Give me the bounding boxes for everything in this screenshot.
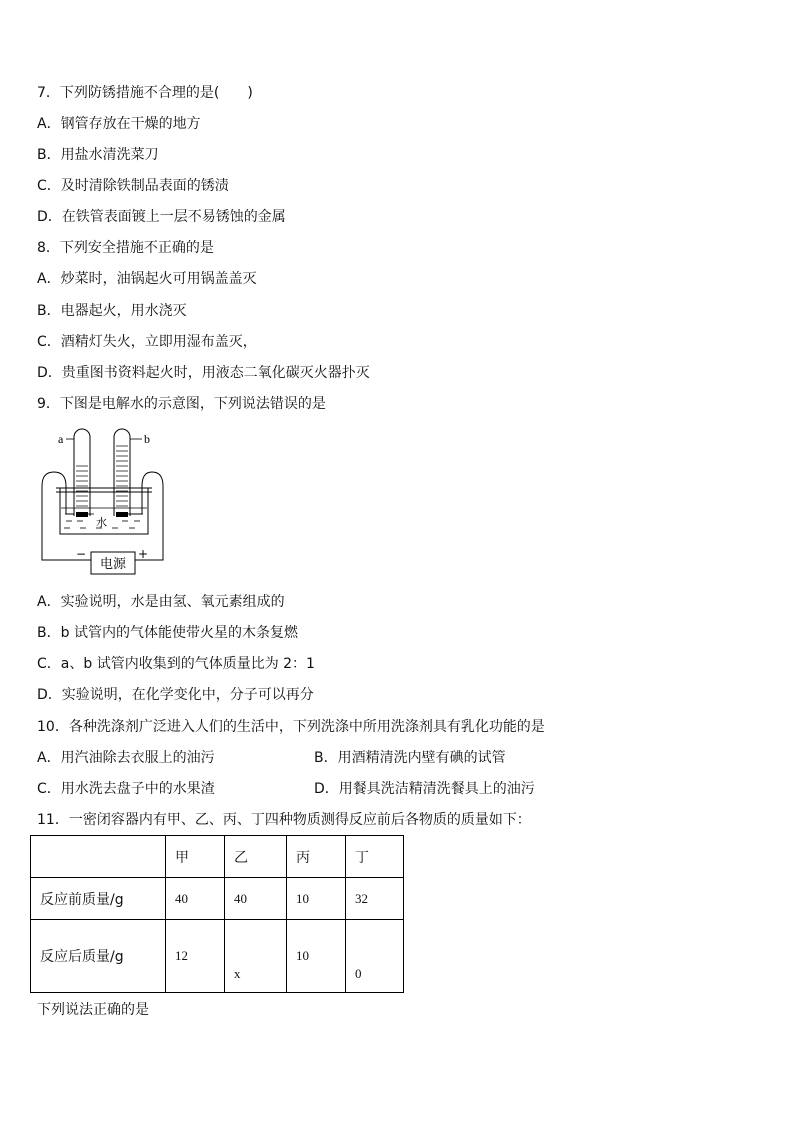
q9-stem: 9．下图是电解水的示意图，下列说法错误的是 bbox=[37, 396, 326, 412]
electrode-b bbox=[116, 512, 128, 517]
q8-option-d: D．贵重图书资料起火时，用液态二氧化碳灭火器扑灭 bbox=[37, 365, 370, 381]
q8-option-c: C．酒精灯失火，立即用湿布盖灭， bbox=[37, 334, 257, 350]
table-row-before bbox=[31, 878, 404, 920]
tube-b bbox=[114, 429, 130, 516]
q7-option-a: A．钢管存放在干燥的地方 bbox=[37, 116, 201, 132]
power-source-label: 电源 bbox=[99, 557, 127, 572]
electrode-a bbox=[76, 512, 88, 517]
q8-option-a: A．炒菜时，油锅起火可用锅盖盖灭 bbox=[37, 271, 257, 287]
q10-option-b: B．用酒精清洗内壁有碘的试管 bbox=[314, 750, 506, 766]
table-header-ding: 丁 bbox=[346, 836, 404, 878]
q8-option-b: B．电器起火，用水浇灭 bbox=[37, 303, 187, 319]
q10-stem: 10．各种洗涤剂广泛进入人们的生活中，下列洗涤中所用洗涤剂具有乳化功能的是 bbox=[37, 719, 545, 735]
row-after-label: 反应后质量/g bbox=[31, 920, 166, 993]
tube-a bbox=[74, 429, 90, 516]
electrolysis-diagram bbox=[36, 428, 171, 580]
row-after-yi: x bbox=[225, 920, 287, 993]
row-after-bing: 10 bbox=[287, 920, 346, 993]
label-a: a bbox=[58, 432, 64, 446]
table-header-bing: 丙 bbox=[287, 836, 346, 878]
q10-option-c: C．用水洗去盘子中的水果渣 bbox=[37, 781, 215, 797]
q10-option-d: D．用餐具洗洁精清洗餐具上的油污 bbox=[314, 781, 535, 797]
q11-tail: 下列说法正确的是 bbox=[37, 1002, 149, 1018]
q8-stem: 8．下列安全措施不正确的是 bbox=[37, 240, 214, 256]
row-before-jia: 40 bbox=[166, 878, 225, 920]
q7-option-d: D．在铁管表面镀上一层不易锈蚀的金属 bbox=[37, 209, 286, 225]
row-after-ding: 0 bbox=[346, 920, 404, 993]
q10-option-a: A．用汽油除去衣服上的油污 bbox=[37, 750, 215, 766]
label-b: b bbox=[144, 432, 150, 446]
q9-option-d: D．实验说明，在化学变化中，分子可以再分 bbox=[37, 687, 314, 703]
table-header-blank bbox=[31, 836, 166, 878]
row-before-label: 反应前质量/g bbox=[31, 878, 166, 920]
q9-option-b: B．b 试管内的气体能使带火星的木条复燃 bbox=[37, 625, 298, 641]
row-before-bing: 10 bbox=[287, 878, 346, 920]
positive-sign: + bbox=[138, 547, 149, 561]
q11-stem: 11．一密闭容器内有甲、乙、丙、丁四种物质测得反应前后各物质的质量如下： bbox=[37, 812, 531, 828]
row-before-ding: 32 bbox=[346, 878, 404, 920]
q9-option-c: C．a、b 试管内收集到的气体质量比为 2：1 bbox=[37, 656, 315, 672]
mass-table bbox=[30, 835, 404, 993]
negative-sign: − bbox=[76, 547, 87, 561]
table-header-yi: 乙 bbox=[225, 836, 287, 878]
row-before-yi: 40 bbox=[225, 878, 287, 920]
q7-option-c: C．及时清除铁制品表面的锈渍 bbox=[37, 178, 229, 194]
table-header-jia: 甲 bbox=[166, 836, 225, 878]
table-row-after bbox=[31, 920, 404, 993]
q7-stem: 7．下列防锈措施不合理的是( ) bbox=[37, 85, 253, 101]
water-label: 水 bbox=[96, 516, 107, 529]
table-header-row bbox=[31, 836, 404, 878]
row-after-jia: 12 bbox=[166, 920, 225, 993]
q7-option-b: B．用盐水清洗菜刀 bbox=[37, 147, 159, 163]
q9-option-a: A．实验说明，水是由氢、氧元素组成的 bbox=[37, 594, 285, 610]
